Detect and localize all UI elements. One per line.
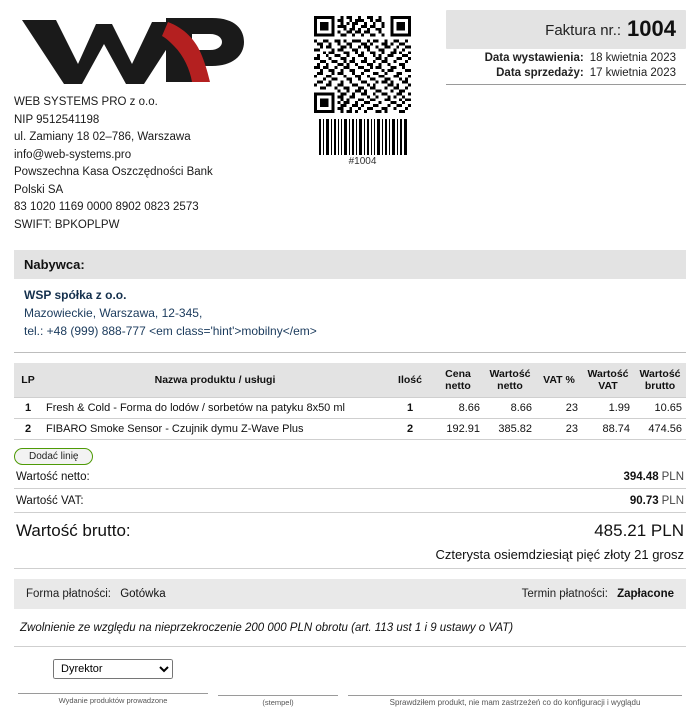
issue-date-label: Data wystawienia:: [484, 52, 584, 64]
column-vat-pct: VAT %: [536, 363, 582, 398]
role-select[interactable]: [53, 659, 173, 679]
company-logo: [16, 12, 279, 88]
barcode-label: #1004: [348, 156, 377, 167]
receipt-check-column: [348, 659, 682, 708]
seller-line: info@web-systems.pro: [14, 148, 132, 161]
total-vat-value: 90.73: [629, 495, 659, 507]
stamp-caption: (stempel): [262, 698, 294, 707]
payment-bar: [14, 579, 686, 609]
cell-net-price: 8.66: [432, 398, 484, 419]
invoice-meta: [446, 10, 686, 85]
invoice-number: 1004: [627, 16, 676, 41]
seller-block: [14, 10, 279, 234]
invoice-header: [14, 10, 686, 234]
cell-vat-value: 88.74: [582, 419, 634, 440]
seller-line: SWIFT: BPKOPLPW: [14, 218, 120, 231]
stamp-line: [218, 695, 338, 696]
column-name: Nazwa produktu / usługi: [42, 363, 388, 398]
stamp-column: [218, 659, 338, 708]
footer: [14, 659, 686, 708]
receipt-check-caption: Sprawdziłem produkt, nie mam zastrzeżeń co do konfiguracji i wyglądu: [389, 698, 641, 707]
add-line-button[interactable]: Dodać linię: [14, 448, 93, 465]
cell-qty: 2: [388, 419, 432, 440]
amount-in-words: Czterysta osiemdziesiąt pięć złoty 21 grosz: [14, 547, 686, 569]
receipt-check-line: [348, 695, 682, 696]
seller-line: WEB SYSTEMS PRO z o.o.: [14, 96, 158, 108]
payment-term: [522, 588, 674, 600]
cell-vat-pct: 23: [536, 419, 582, 440]
column-net-price: Cena netto: [432, 363, 484, 398]
invoice-title-label: Faktura nr.:: [545, 22, 622, 39]
cell-net-value: 8.66: [484, 398, 536, 419]
seller-line: ul. Zamiany 18 02–786, Warszawa: [14, 131, 191, 143]
cell-lp: 2: [14, 419, 42, 440]
seller-line: NIP 9512541198: [14, 113, 100, 126]
seller-line: Powszechna Kasa Oszczędności Bank: [14, 166, 213, 178]
cell-net-price: 192.91: [432, 419, 484, 440]
cell-net-value: 385.82: [484, 419, 536, 440]
issue-date-row: [446, 49, 686, 64]
column-lp: LP: [14, 363, 42, 398]
payment-method-value: Gotówka: [120, 588, 166, 600]
seller-line: 83 1020 1169 0000 8902 0823 2573: [14, 201, 199, 213]
cell-gross-value: 10.65: [634, 398, 686, 419]
cell-gross-value: 474.56: [634, 419, 686, 440]
meta-divider: [446, 84, 686, 85]
cell-name: FIBARO Smoke Sensor - Czujnik dymu Z-Wave Plus: [42, 419, 388, 440]
sale-date-value: 17 kwietnia 2023: [589, 67, 676, 79]
buyer-details: [14, 279, 686, 342]
total-gross-label: Wartość brutto:: [16, 521, 131, 540]
add-line-wrap: [14, 446, 686, 465]
sale-date-label: Data sprzedaży:: [496, 67, 584, 79]
cell-vat-value: 1.99: [582, 398, 634, 419]
signature-column: [18, 659, 208, 706]
total-vat-label: Wartość VAT:: [16, 495, 84, 507]
total-vat-row: [14, 489, 686, 513]
cell-vat-pct: 23: [536, 398, 582, 419]
total-net-row: [14, 465, 686, 489]
items-table: [14, 363, 686, 440]
table-row[interactable]: [14, 419, 686, 440]
total-vat-currency: PLN: [661, 495, 684, 507]
total-net-label: Wartość netto:: [16, 471, 90, 483]
total-net-currency: PLN: [661, 471, 684, 483]
total-gross-value: 485.21 PLN: [594, 521, 684, 540]
cell-lp: 1: [14, 398, 42, 419]
payment-method-label: Forma płatności:: [26, 588, 112, 600]
items-table-header-row: [14, 363, 686, 398]
qr-code-icon: [314, 16, 411, 113]
buyer-name: WSP spółka z o.o.: [24, 288, 127, 302]
cell-name: Fresh & Cold - Forma do lodów / sorbetów na patyku 8x50 ml: [42, 398, 388, 419]
sale-date-row: [446, 64, 686, 79]
codes-block: [303, 16, 423, 167]
payment-method: [26, 588, 166, 600]
column-vat-value: Wartość VAT: [582, 363, 634, 398]
total-gross-row: [14, 513, 686, 547]
seller-line: Polski SA: [14, 183, 64, 196]
column-qty: Ilość: [388, 363, 432, 398]
buyer-address: Mazowieckie, Warszawa, 12-345,: [24, 306, 203, 320]
table-row[interactable]: [14, 398, 686, 419]
buyer-phone: tel.: +48 (999) 888-777 <em class='hint'>mobilny</em>: [24, 324, 317, 338]
issue-date-value: 18 kwietnia 2023: [589, 52, 676, 64]
invoice-title-row: [446, 10, 686, 49]
barcode-icon: [317, 119, 409, 155]
payment-term-value: Zapłacone: [617, 588, 674, 600]
column-net-value: Wartość netto: [484, 363, 536, 398]
buyer-divider: [14, 352, 686, 353]
signature-line: [18, 693, 208, 694]
seller-details: [14, 94, 279, 234]
total-net-value: 394.48: [623, 471, 659, 483]
column-gross-value: Wartość brutto: [634, 363, 686, 398]
payment-term-label: Termin płatności:: [521, 588, 608, 600]
signature-caption: Wydanie produktów prowadzone: [58, 696, 168, 705]
buyer-header: Nabywca:: [14, 250, 686, 279]
vat-exemption-note: Zwolnienie ze względu na nieprzekroczenie 200 000 PLN obrotu (art. 113 ust 1 i 9 ustawy o VAT): [14, 609, 686, 647]
cell-qty: 1: [388, 398, 432, 419]
